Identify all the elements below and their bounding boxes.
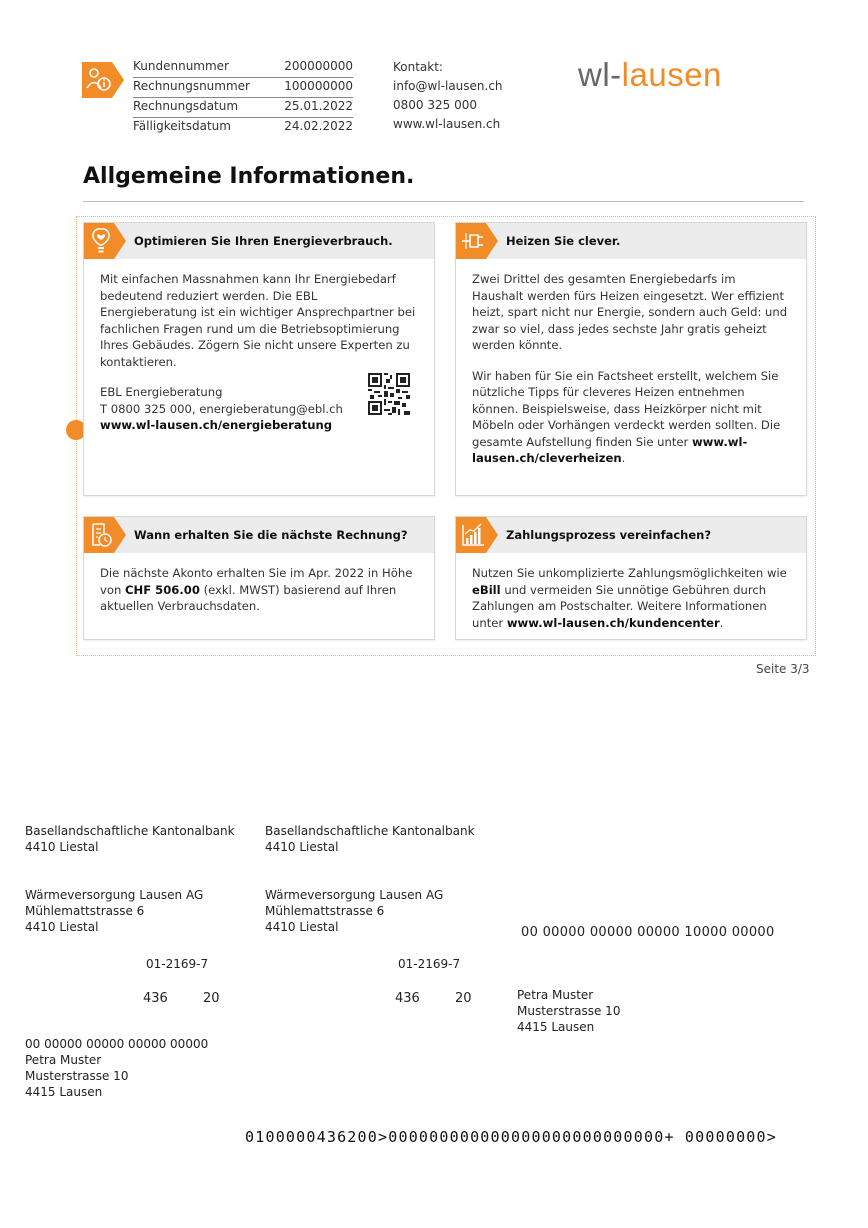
card-text-2: Wir haben für Sie ein Factsheet erstellt, welchem Sie nützliche Tipps für cleveres Heizen entnehmen können. Beispielsweise, dass Heizkörper nicht mit Möbeln oder Vorhängen verdeckt werden sollten. Die gesamte Aufstellung finden Sie unter www.wl-lausen.ch/cleverheizen. bbox=[472, 368, 781, 465]
slip-receipt-account: 01-2169-7 bbox=[146, 957, 209, 971]
card-payment-process bbox=[455, 516, 807, 640]
invoice-clock-icon bbox=[84, 517, 126, 553]
contact-email-link[interactable]: info@wl-lausen.ch bbox=[393, 79, 503, 93]
slip-receipt-payer: 00 00000 00000 00000 00000 Petra Muster Musterstrasse 10 4415 Lausen bbox=[25, 1037, 209, 1099]
card-title: Zahlungsprozess vereinfachen? bbox=[506, 528, 711, 542]
slip-reference-number: 00 00000 00000 00000 10000 00000 bbox=[521, 925, 775, 940]
customer-info-icon bbox=[82, 62, 124, 98]
page-title: Allgemeine Informationen. bbox=[83, 164, 415, 189]
slip-payment-amount-cents: 20 bbox=[455, 991, 472, 1006]
card-title: Heizen Sie clever. bbox=[506, 234, 621, 248]
card-body bbox=[84, 553, 434, 615]
card-text: Nutzen Sie unkomplizierte Zahlungsmöglichkeiten wie eBill und vermeiden Sie unnötige Gebühren durch Zahlungen am Postschalter. Weitere Informationen unter www.wl-lausen.ch/kundencenter. bbox=[472, 566, 787, 630]
next-amount: CHF 506.00 bbox=[125, 582, 200, 597]
card-title: Wann erhalten Sie die nächste Rechnung? bbox=[134, 528, 408, 542]
card-text: Zwei Drittel des gesamten Energiebedarfs im Haushalt werden fürs Heizen eingesetzt. Wer effizient heizt, spart nicht nur Energie, sondern auch Geld: und zwar so viel, dass jedes sechste Jahr gratis geheizt werden könnte. bbox=[472, 272, 788, 352]
card-body bbox=[456, 259, 806, 467]
slip-receipt-creditor: Wärmeversorgung Lausen AG Mühlemattstrasse 6 4410 Liestal bbox=[25, 888, 204, 934]
card-header bbox=[456, 517, 806, 553]
slip-receipt-bank: Basellandschaftliche Kantonalbank 4410 Liestal bbox=[25, 824, 235, 854]
contact-web-link[interactable]: www.wl-lausen.ch bbox=[393, 117, 501, 131]
card-text: Die nächste Akonto erhalten Sie im Apr. 2022 in Höhe von CHF 506.00 (exkl. MWST) basierend auf Ihren aktuellen Verbrauchsdaten. bbox=[100, 566, 413, 613]
lightbulb-heart-icon bbox=[84, 223, 126, 259]
energy-contact-name: EBL Energieberatung bbox=[100, 385, 223, 399]
ebill-highlight: eBill bbox=[472, 582, 501, 597]
company-logo: wl-lausen bbox=[578, 56, 722, 93]
contact-label: Kontakt: bbox=[393, 60, 443, 74]
slip-payment-creditor: Wärmeversorgung Lausen AG Mühlemattstrasse 6 4410 Liestal bbox=[265, 888, 444, 934]
meta-row-customer-number: Kundennummer 200000000 bbox=[133, 58, 353, 78]
slip-receipt-amount-francs: 436 bbox=[143, 991, 168, 1006]
card-heating bbox=[455, 222, 807, 496]
invoice-meta-table bbox=[133, 58, 353, 137]
slip-payer-address: Petra Muster Musterstrasse 10 4415 Lausen bbox=[517, 988, 621, 1034]
card-header bbox=[84, 223, 434, 259]
card-header bbox=[456, 223, 806, 259]
card-body bbox=[456, 553, 806, 631]
kundencenter-link[interactable]: www.wl-lausen.ch/kundencenter bbox=[506, 615, 720, 630]
slip-payment-account: 01-2169-7 bbox=[398, 957, 461, 971]
card-next-invoice bbox=[83, 516, 435, 640]
energy-contact-details: T 0800 325 000, energieberatung@ebl.ch bbox=[100, 401, 343, 416]
meta-row-invoice-number: Rechnungsnummer 100000000 bbox=[133, 78, 353, 98]
heating-link[interactable]: www.wl-lausen.ch/cleverheizen bbox=[472, 434, 748, 465]
card-text: Mit einfachen Massnahmen kann Ihr Energiebedarf bedeutend reduziert werden. Die EBL Energieberatung ist ein wichtiger Ansprechpartner bei fachlichen Fragen rund um die Betriebsoptimierung Ihres Gebäudes. Zögern Sie nicht unsere Experten zu kontaktieren. bbox=[100, 272, 416, 369]
title-divider bbox=[83, 201, 804, 202]
contact-block bbox=[393, 58, 503, 134]
chart-growth-icon bbox=[456, 517, 498, 553]
slip-payment-bank: Basellandschaftliche Kantonalbank 4410 Liestal bbox=[265, 824, 475, 854]
contact-phone: 0800 325 000 bbox=[393, 98, 477, 112]
slip-receipt-amount-cents: 20 bbox=[203, 991, 220, 1006]
qr-code bbox=[368, 373, 410, 415]
meta-row-due-date: Fälligkeitsdatum 24.02.2022 bbox=[133, 119, 353, 133]
meta-row-invoice-date: Rechnungsdatum 25.01.2022 bbox=[133, 98, 353, 118]
energy-link[interactable]: www.wl-lausen.ch/energieberatung bbox=[100, 418, 333, 432]
card-energy-optimization bbox=[83, 222, 435, 496]
card-title: Optimieren Sie Ihren Energieverbrauch. bbox=[134, 234, 393, 248]
slip-coding-line: 0100000436200>000000000000000000000000000+ 00000000> bbox=[245, 1128, 777, 1146]
slip-payment-amount-francs: 436 bbox=[395, 991, 420, 1006]
page-number: Seite 3/3 bbox=[756, 662, 810, 676]
plug-icon bbox=[456, 223, 498, 259]
card-header bbox=[84, 517, 434, 553]
